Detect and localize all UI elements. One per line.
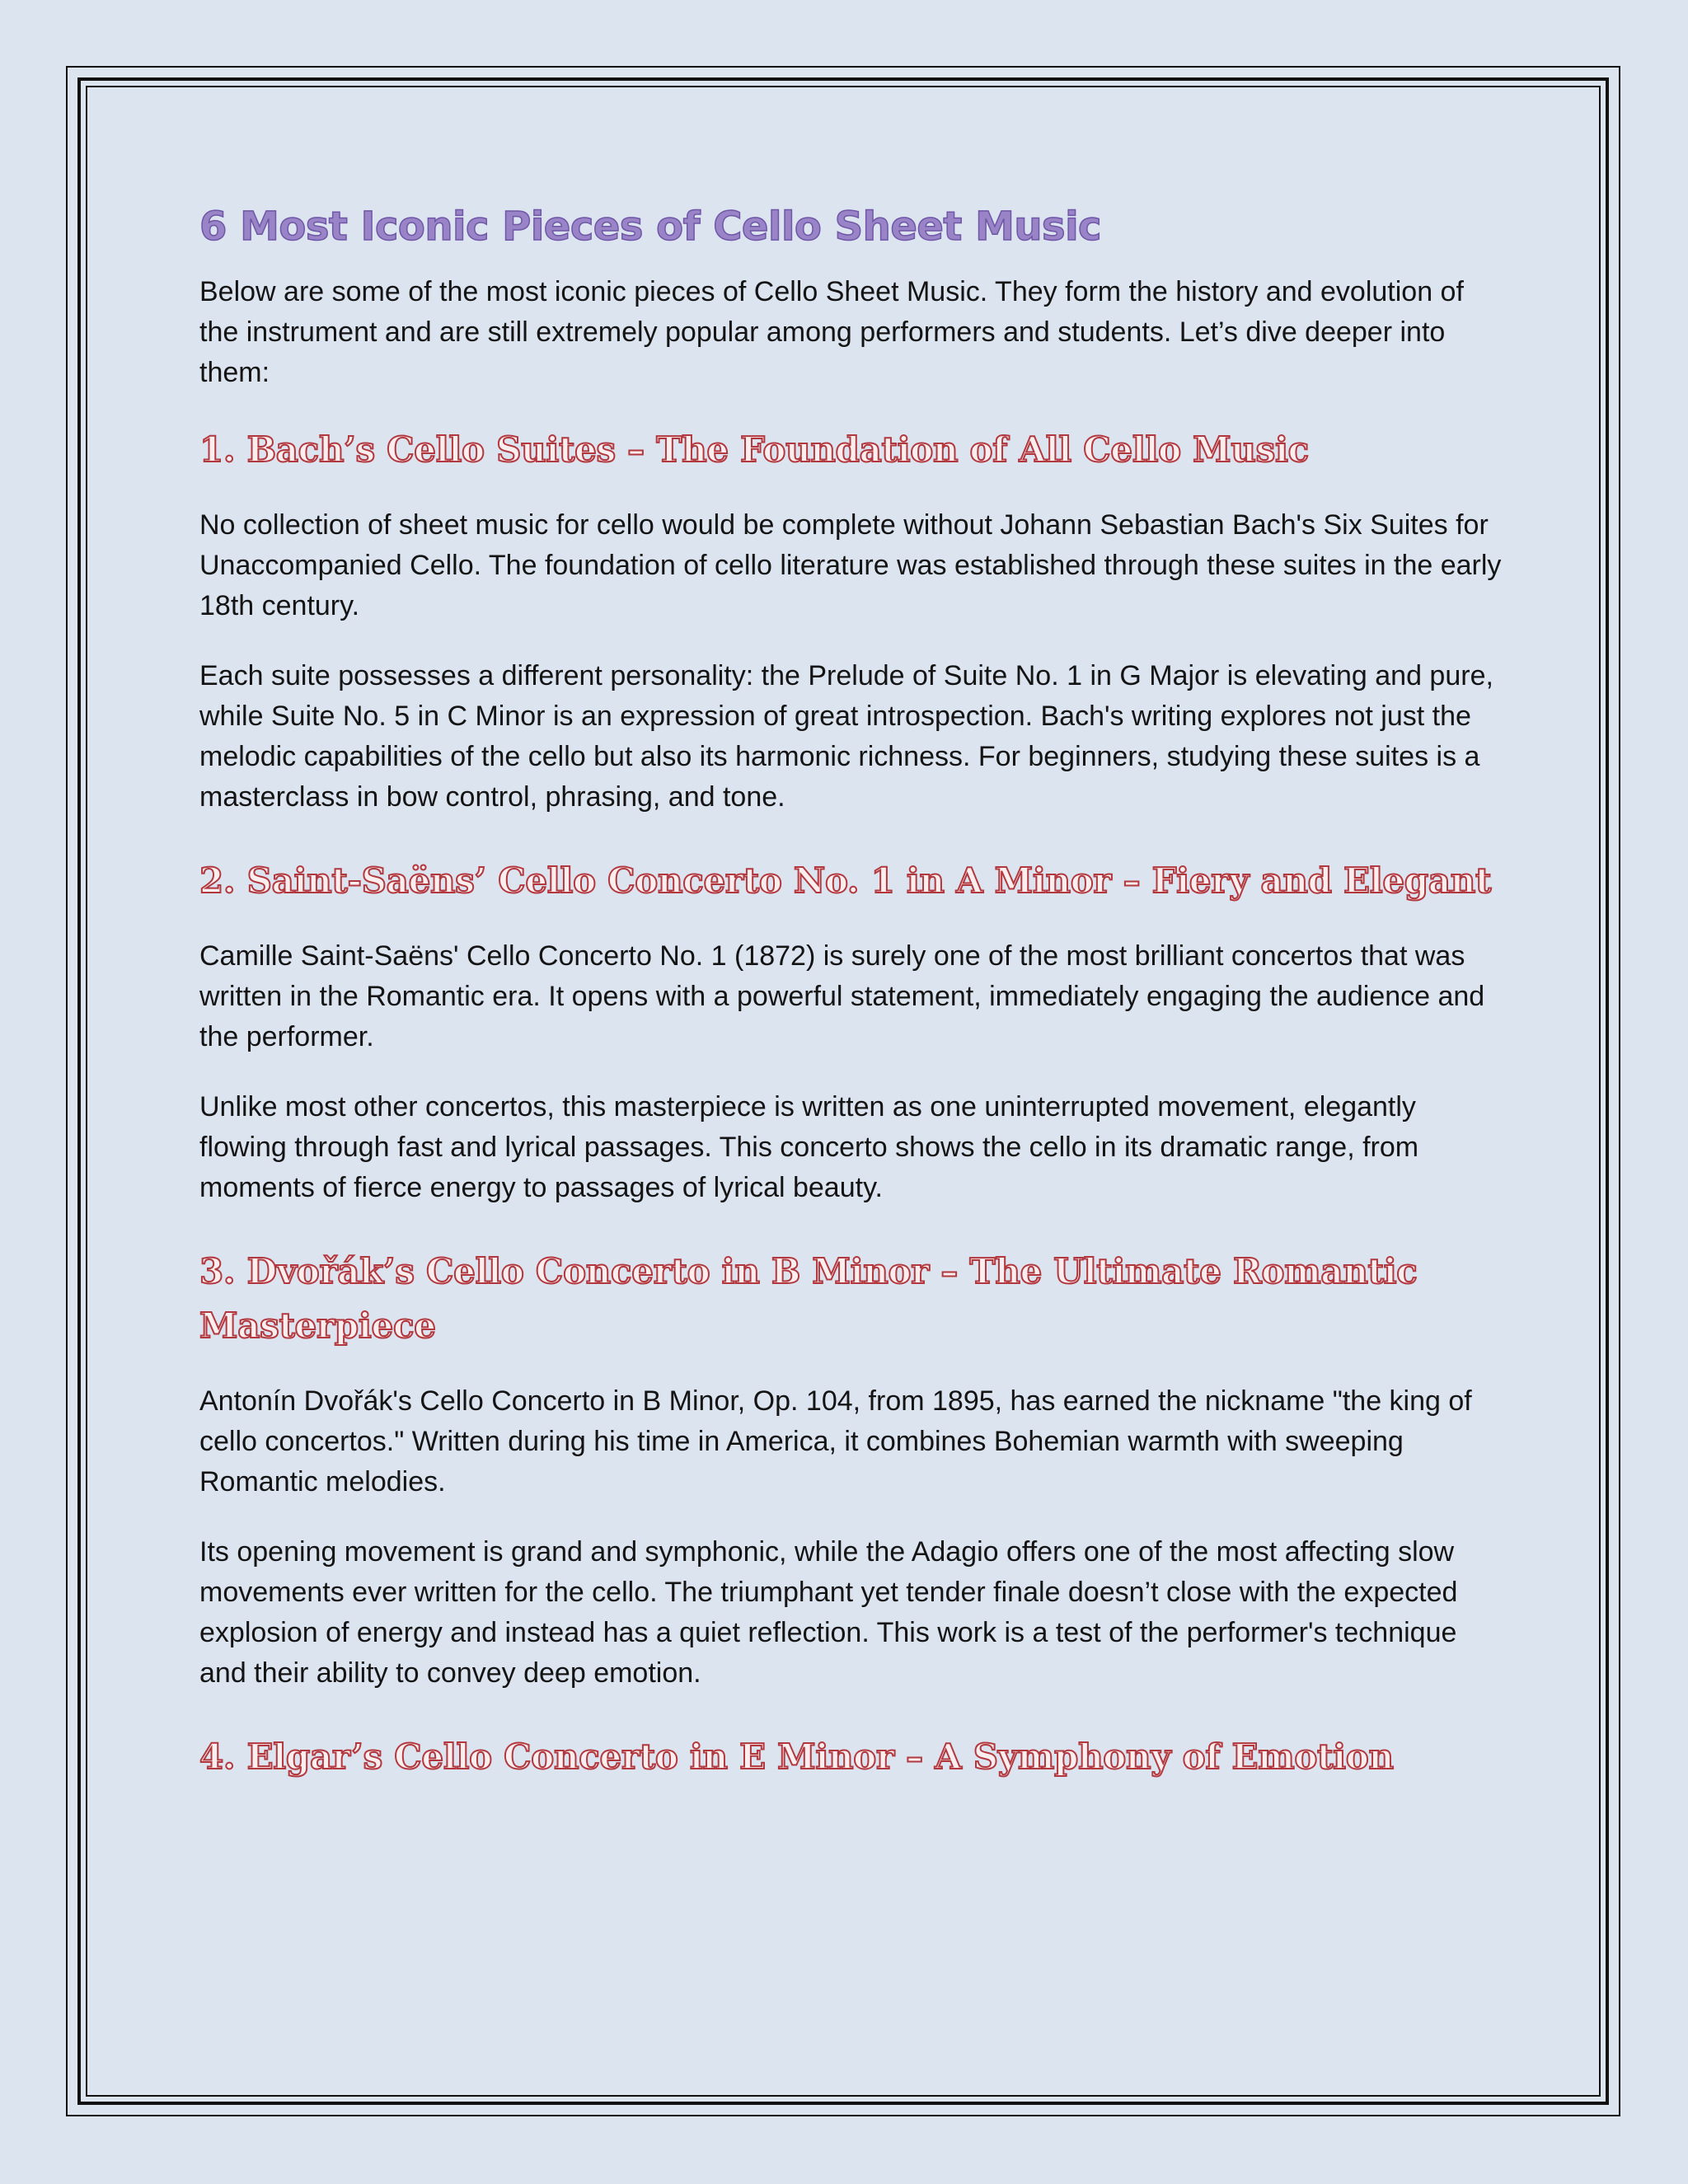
page-title: 6 Most Iconic Pieces of Cello Sheet Music	[199, 204, 1101, 250]
dvorak-paragraph-2: Its opening movement is grand and symphonic, while the Adagio offers one of the most affecting slow movements ever written for the cello. The triumphant yet tender finale doesn’t close with the expected explosion of energy and instead has a quiet reflection. This work is a test of the performer's technique and their ability to convey deep emotion.	[199, 1536, 1458, 1689]
section-heading-dvorak: 3. Dvořák’s Cello Concerto in B Minor – The Ultimate Romantic Masterpiece	[199, 1251, 1418, 1346]
bach-paragraph-1: No collection of sheet music for cello would be complete without Johann Sebastian Bach's Six Suites for Unaccompanied Cello. The foundation of cello literature was established through these suites in the early 18th century.	[199, 509, 1502, 621]
section-heading-bach: 1. Bach’s Cello Suites – The Foundation of All Cello Music	[199, 429, 1309, 470]
saint-saens-paragraph-1: Camille Saint-Saëns' Cello Concerto No. 1 (1872) is surely one of the most brilliant concertos that was written in the Romantic era. It opens with a powerful statement, immediately engaging the audience and the performer.	[199, 940, 1485, 1052]
saint-saens-paragraph-2: Unlike most other concertos, this masterpiece is written as one uninterrupted movement, elegantly flowing through fast and lyrical passages. This concerto shows the cello in its dramatic range, from moments of fierce energy to passages of lyrical beauty.	[199, 1091, 1419, 1203]
intro-paragraph: Below are some of the most iconic pieces of Cello Sheet Music. They form the history and evolution of the instrument and are still extremely popular among performers and students. Let’s dive deeper into them:	[199, 276, 1464, 388]
section-heading-saint-saens: 2. Saint-Saëns’ Cello Concerto No. 1 in A Minor – Fiery and Elegant	[199, 860, 1492, 901]
section-heading-elgar: 4. Elgar’s Cello Concerto in E Minor – A Symphony of Emotion	[199, 1736, 1394, 1777]
dvorak-paragraph-1: Antonín Dvořák's Cello Concerto in B Minor, Op. 104, from 1895, has earned the nickname "the king of cello concertos." Written during his time in America, it combines Bohemian warmth with sweeping Romantic melodies.	[199, 1385, 1472, 1497]
bach-paragraph-2: Each suite possesses a different personality: the Prelude of Suite No. 1 in G Major is elevating and pure, while Suite No. 5 in C Minor is an expression of great introspection. Bach's writing explores not just the melodic capabilities of the cello but also its harmonic richness. For beginners, studying these suites is a masterclass in bow control, phrasing, and tone.	[199, 660, 1493, 813]
document-body	[199, 198, 1502, 1812]
